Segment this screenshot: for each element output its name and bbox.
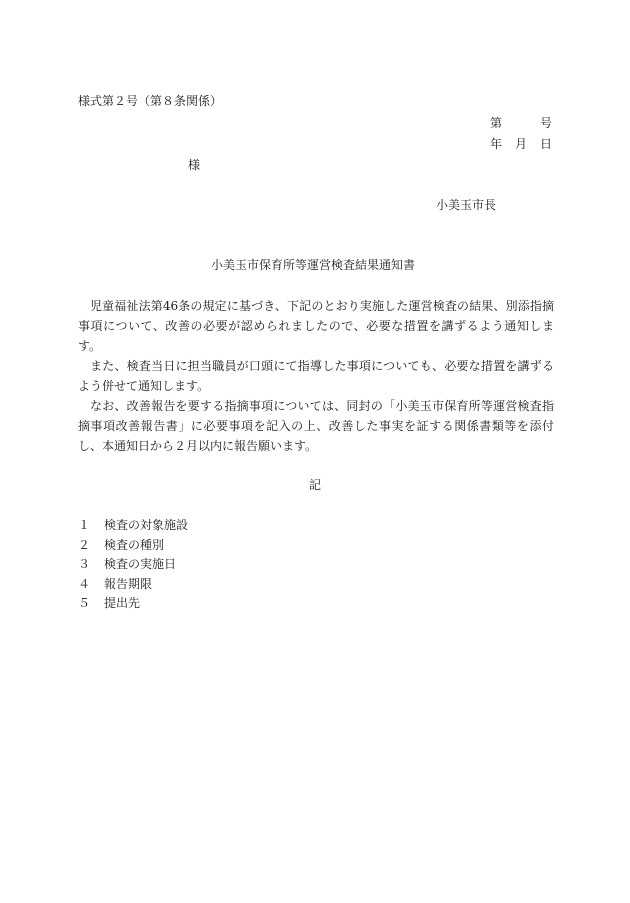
month-label: 月 bbox=[515, 137, 528, 151]
item-number: ４ bbox=[78, 576, 91, 591]
list-item bbox=[78, 516, 188, 536]
number-suffix: 号 bbox=[540, 116, 553, 130]
list-item bbox=[78, 536, 188, 556]
paragraph: また、検査当日に担当職員が口頭にて指導した事項についても、必要な措置を講ずるよう併せて通知します。 bbox=[78, 359, 554, 393]
ki-heading: 記 bbox=[309, 478, 322, 492]
item-number: １ bbox=[78, 518, 91, 532]
item-text: 検査の種別 bbox=[104, 537, 165, 552]
year-label: 年 bbox=[490, 137, 503, 151]
item-text: 報告期限 bbox=[104, 576, 153, 591]
sender: 小美玉市長 bbox=[436, 198, 497, 212]
item-number: ２ bbox=[78, 537, 91, 552]
item-list bbox=[78, 516, 188, 614]
item-text: 検査の対象施設 bbox=[104, 518, 189, 532]
number-label: 第 bbox=[490, 116, 503, 130]
day-label: 日 bbox=[540, 137, 553, 151]
list-item bbox=[78, 575, 188, 595]
body-text bbox=[78, 296, 554, 456]
addressee: 様 bbox=[188, 158, 201, 172]
item-number: ５ bbox=[78, 596, 91, 610]
form-number: 様式第２号（第８条関係） bbox=[78, 94, 223, 108]
item-number: ３ bbox=[78, 557, 91, 571]
list-item bbox=[78, 555, 188, 575]
paragraph: なお、改善報告を要する指摘事項については、同封の「小美玉市保育所等運営検査指摘事項改善報告書」に必要事項を記入の上、改善した事実を証する関係書類等を添付し、本通知日から２月以内に報告願います。 bbox=[78, 399, 554, 453]
item-text: 提出先 bbox=[104, 596, 141, 610]
list-item bbox=[78, 594, 188, 614]
item-text: 検査の実施日 bbox=[104, 557, 177, 571]
document-title: 小美玉市保育所等運営検査結果通知書 bbox=[211, 258, 416, 272]
paragraph: 児童福祉法第46条の規定に基づき、下記のとおり実施した運営検査の結果、別添指摘事項について、改善の必要が認められましたので、必要な措置を講ずるよう通知します。 bbox=[78, 299, 554, 353]
